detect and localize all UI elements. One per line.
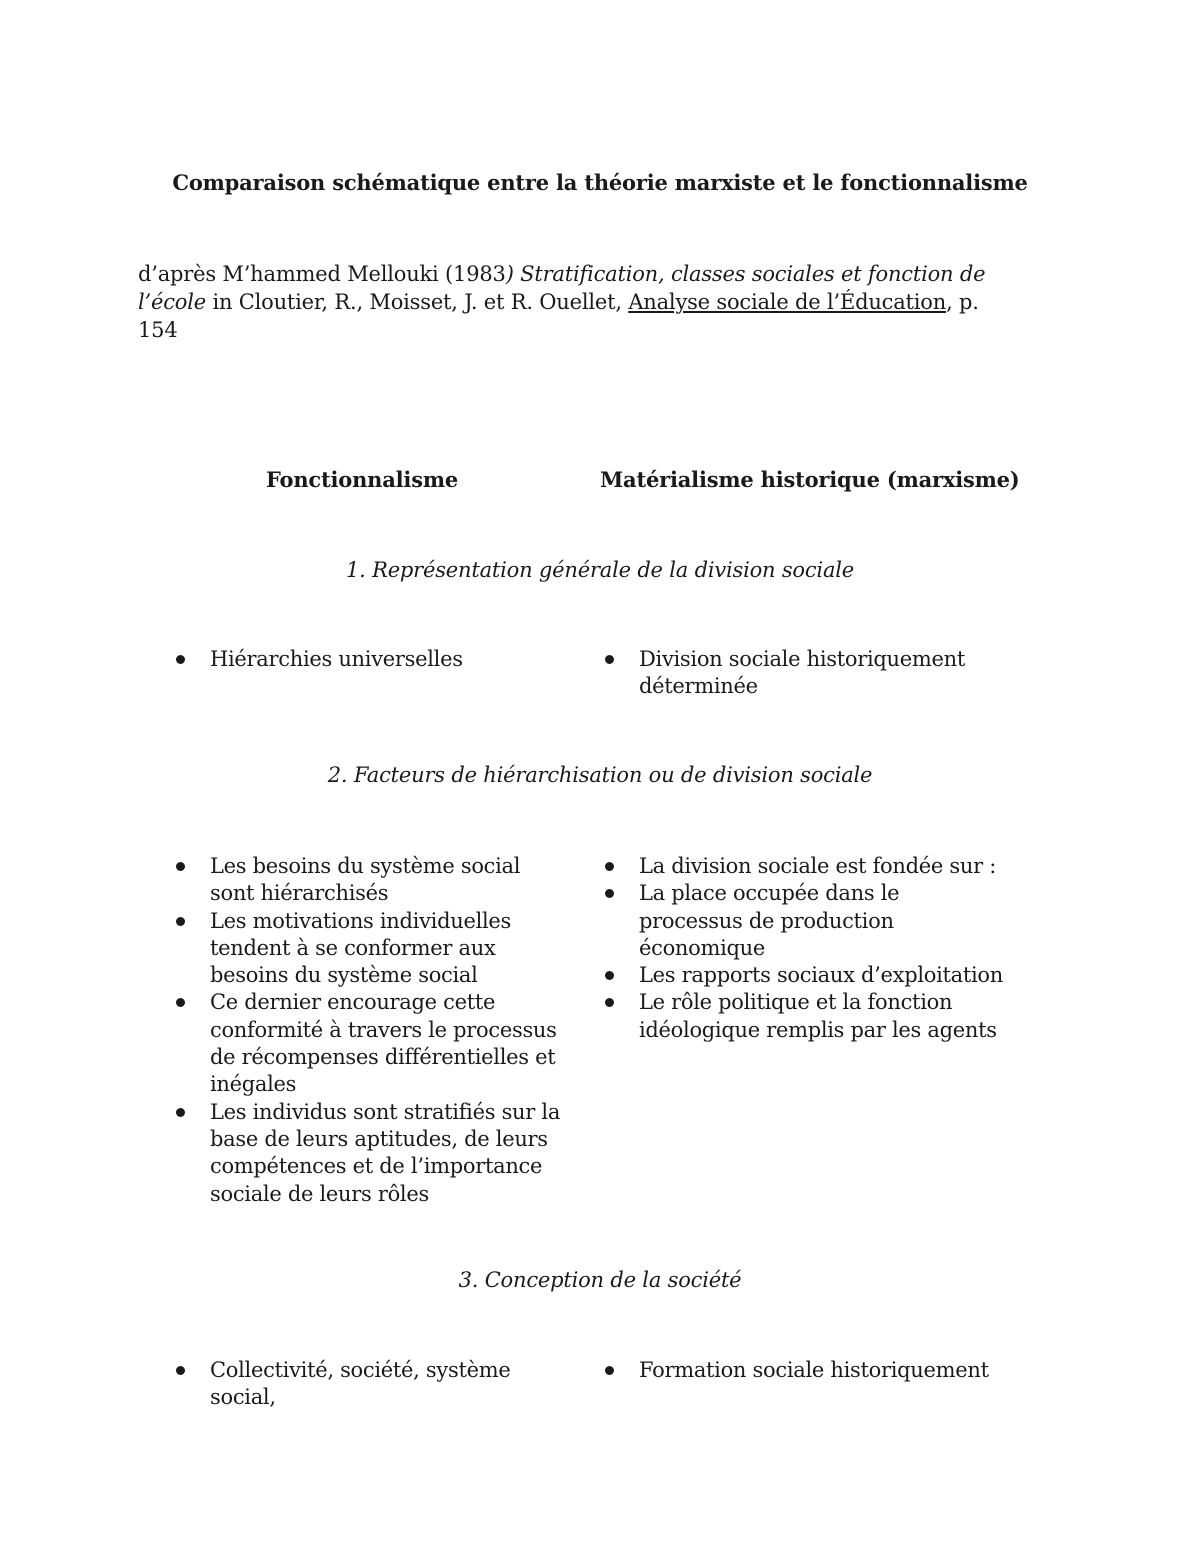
list-item-text: Les motivations individuelles tendent à se conformer aux besoins du système social [210,908,512,988]
bullet-icon [605,1366,614,1375]
citation-suffix: , p. 154 [138,290,979,342]
list-item-text: La place occupée dans le processus de production économique [639,881,900,960]
bullet-icon [605,998,614,1007]
bullet-icon [176,998,185,1007]
column-heading-fonctionnalisme: Fonctionnalisme [266,467,459,492]
list-item [174,989,564,1098]
section-title-2: 2. Facteurs de hiérarchisation ou de division sociale [327,763,873,787]
list-item-text: Le rôle politique et la fonction idéologique remplis par les agents [639,990,997,1042]
list-item-text: Les rapports sociaux d’exploitation [639,963,1003,988]
section-title-1: 1. Représentation générale de la division sociale [345,558,855,582]
bullet-icon [176,1108,185,1117]
list-item-text: La division sociale est fondée sur : [639,854,996,878]
column-heading-marxisme: Matérialisme historique (marxisme) [600,467,1020,492]
list-item-text: Les individus sont stratifiés sur la base de leurs aptitudes, de leurs compétences et de l’importance sociale de leurs rôles [210,1099,561,1206]
list-item [174,1357,564,1412]
list-item [603,853,1003,880]
bullet-icon [176,862,185,871]
bullet-icon [605,862,614,871]
list-item [174,853,564,908]
list-item [603,880,1003,962]
section-title-3: 3. Conception de la société [458,1268,742,1292]
bullet-icon [605,655,614,664]
section-1-right-list [603,646,1003,701]
list-item-text: Hiérarchies universelles [210,647,463,671]
bullet-icon [176,1366,185,1375]
citation-middle: in Cloutier, R., Moisset, J. et R. Ouellet, [205,290,629,314]
citation [138,260,998,344]
bullet-icon [605,971,614,980]
list-item-text: Collectivité, société, système social, [210,1358,511,1410]
list-item [174,1099,564,1208]
bullet-icon [176,655,185,664]
list-item-text: Les besoins du système social sont hiérarchisés [210,854,521,906]
bullet-icon [176,917,185,926]
list-item [603,1357,1003,1384]
list-item [174,646,564,673]
section-1-left-list [174,646,564,673]
list-item [603,646,1003,701]
list-item [603,989,1003,1044]
citation-article-title: ) Stratification, classes sociales et fonction de l’école [138,262,986,314]
section-2-left-list [174,853,564,1208]
list-item-text: Formation sociale historiquement [639,1358,989,1382]
citation-prefix: d’après M’hammed Mellouki (1983 [138,262,506,286]
section-3-right-list [603,1357,1003,1384]
list-item-text: Ce dernier encourage cette conformité à travers le processus de récompenses différentielles et inégales [210,990,557,1097]
list-item [174,908,564,990]
citation-book-title: Analyse sociale de l’Éducation [628,290,947,314]
list-item-text: Division sociale historiquement déterminée [639,647,965,699]
bullet-icon [605,889,614,898]
section-3-left-list [174,1357,564,1412]
list-item [603,962,1003,989]
document-title: Comparaison schématique entre la théorie marxiste et le fonctionnalisme [172,170,1028,195]
section-2-right-list [603,853,1003,1044]
